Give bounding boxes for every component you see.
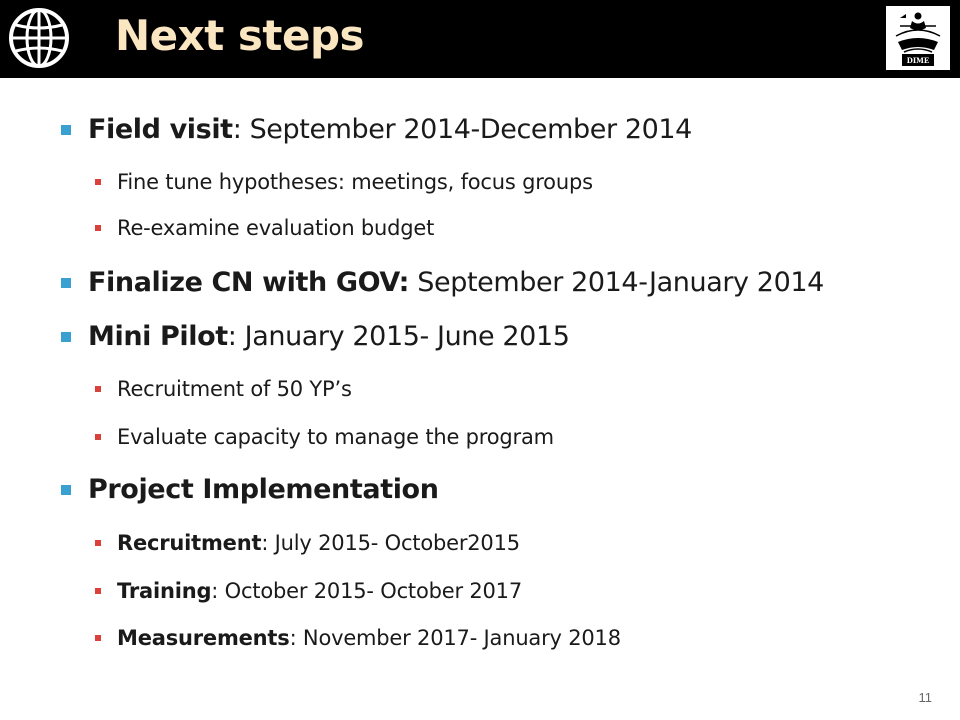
bullet-bold-text: Mini Pilot <box>88 321 228 352</box>
bullet-text: : November 2017- January 2018 <box>289 626 621 650</box>
bullet-bold-text: Training <box>117 579 212 603</box>
dime-caption: DIME <box>906 56 930 65</box>
square-bullet-icon <box>95 386 101 392</box>
bullet-text: Recruitment of 50 YP’s <box>117 377 352 401</box>
bullet-mini-pilot <box>88 320 570 354</box>
bullet-text: Fine tune hypotheses: meetings, focus groups <box>117 170 593 194</box>
bullet-text: : October 2015- October 2017 <box>211 579 523 603</box>
bullet-finalize-cn <box>88 266 824 300</box>
bullet-text: : July 2015- October2015 <box>261 531 520 555</box>
sub-bullet-evaluate-capacity <box>117 423 554 451</box>
square-bullet-icon <box>95 635 101 641</box>
square-bullet-icon <box>95 179 101 185</box>
sub-bullet-measurements <box>117 624 621 652</box>
square-bullet-icon <box>61 278 71 288</box>
bullet-text: : January 2015- June 2015 <box>227 321 570 352</box>
bullet-field-visit <box>88 113 692 147</box>
bullet-bold-text: Field visit <box>88 114 233 145</box>
bullet-text: September 2014-January 2014 <box>409 267 824 298</box>
square-bullet-icon <box>61 125 71 135</box>
bullet-bold-text: Finalize CN with GOV: <box>88 267 410 298</box>
square-bullet-icon <box>61 332 71 342</box>
square-bullet-icon <box>95 540 101 546</box>
sub-bullet-fine-tune <box>117 168 593 196</box>
square-bullet-icon <box>95 588 101 594</box>
sub-bullet-recruitment <box>117 529 520 557</box>
sub-bullet-recruitment-yps <box>117 375 352 403</box>
bullet-bold-text: Recruitment <box>117 531 262 555</box>
slide-title: Next steps <box>115 11 365 60</box>
sub-bullet-re-examine <box>117 214 434 242</box>
sub-bullet-training <box>117 577 522 605</box>
square-bullet-icon <box>61 485 71 495</box>
square-bullet-icon <box>95 225 101 231</box>
bullet-project-implementation <box>88 473 439 507</box>
bullet-bold-text: Measurements <box>117 626 290 650</box>
bullet-text: : September 2014-December 2014 <box>232 114 692 145</box>
bullet-bold-text: Project Implementation <box>88 474 439 505</box>
bullet-text: Re-examine evaluation budget <box>117 216 435 240</box>
square-bullet-icon <box>95 434 101 440</box>
bullet-text: Evaluate capacity to manage the program <box>117 425 554 449</box>
page-number: 11 <box>918 690 932 705</box>
